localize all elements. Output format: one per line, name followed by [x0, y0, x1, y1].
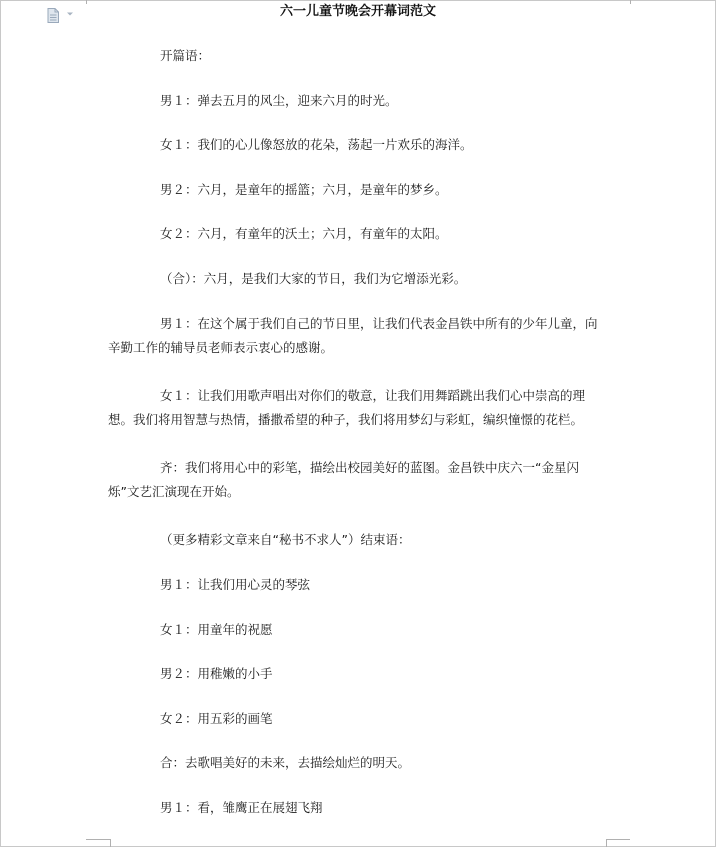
- paragraph-line: 开篇语：: [160, 48, 211, 63]
- paragraph: [108, 751, 608, 775]
- document-title: 六一儿童节晚会开幕词范文: [279, 4, 436, 19]
- paragraph: [108, 796, 608, 820]
- paragraph-line: （合）：六月，是我们大家的节日，我们为它增添光彩。: [160, 271, 467, 286]
- paragraph-line: 女１：我们的心儿像怒放的花朵，荡起一片欢乐的海洋。: [160, 137, 473, 152]
- paragraph-line: 烁”文艺汇演现在开始。: [108, 484, 240, 499]
- paragraph: [108, 707, 608, 731]
- paragraph: [108, 312, 608, 360]
- paragraph-line: 男１：在这个属于我们自己的节日里，让我们代表金昌铁中所有的少年儿童，向: [160, 316, 598, 331]
- crop-mark-bottom-left-h: [86, 839, 110, 840]
- paragraph-line: （更多精彩文章来自“秘书不求人”）结束语：: [160, 532, 411, 547]
- paragraph-line: 女１：让我们用歌声唱出对你们的敬意，让我们用舞蹈跳出我们心中崇高的理: [160, 388, 586, 403]
- paragraph: [108, 222, 608, 246]
- crop-mark-bottom-left-v: [110, 839, 111, 847]
- crop-mark-bottom-right-h: [606, 839, 630, 840]
- paragraph-line: 男１：看，雏鹰正在展翅飞翔: [160, 800, 323, 815]
- paragraph: [108, 573, 608, 597]
- paragraph-line: 辛勤工作的辅导员老师表示衷心的感谢。: [108, 340, 334, 355]
- crop-mark-bottom-right-v: [606, 839, 607, 847]
- paragraph: [108, 178, 608, 202]
- paragraph: [108, 528, 608, 552]
- paragraph: [108, 662, 608, 686]
- paragraph-line: 合：去歌唱美好的未来，去描绘灿烂的明天。: [160, 755, 411, 770]
- paragraph: [108, 456, 608, 504]
- paragraph: [108, 384, 608, 432]
- paragraph-line: 男１：让我们用心灵的琴弦: [160, 577, 311, 592]
- paragraph-line: 男２：六月，是童年的摇篮；六月，是童年的梦乡。: [160, 182, 448, 197]
- paragraph-line: 想。我们将用智慧与热情，播撒希望的种子，我们将用梦幻与彩虹，编织憧憬的花栏。: [108, 412, 584, 427]
- paragraph: [108, 618, 608, 642]
- crop-mark-top-right: [630, 0, 631, 4]
- paragraph-line: 齐：我们将用心中的彩笔，描绘出校园美好的蓝图。金昌铁中庆六一“金星闪: [160, 460, 579, 475]
- paragraph-opening: [108, 44, 608, 68]
- paragraph-line: 女２：用五彩的画笔: [160, 711, 273, 726]
- paragraph: [108, 89, 608, 113]
- paragraph-line: 女２：六月，有童年的沃土；六月，有童年的太阳。: [160, 226, 448, 241]
- paragraph-line: 女１：用童年的祝愿: [160, 622, 273, 637]
- paragraph: [108, 133, 608, 157]
- paragraph: [108, 267, 608, 291]
- crop-mark-top-left: [86, 0, 87, 4]
- paragraph-line: 男１：弹去五月的风尘，迎来六月的时光。: [160, 93, 398, 108]
- paragraph-line: 男２：用稚嫩的小手: [160, 666, 273, 681]
